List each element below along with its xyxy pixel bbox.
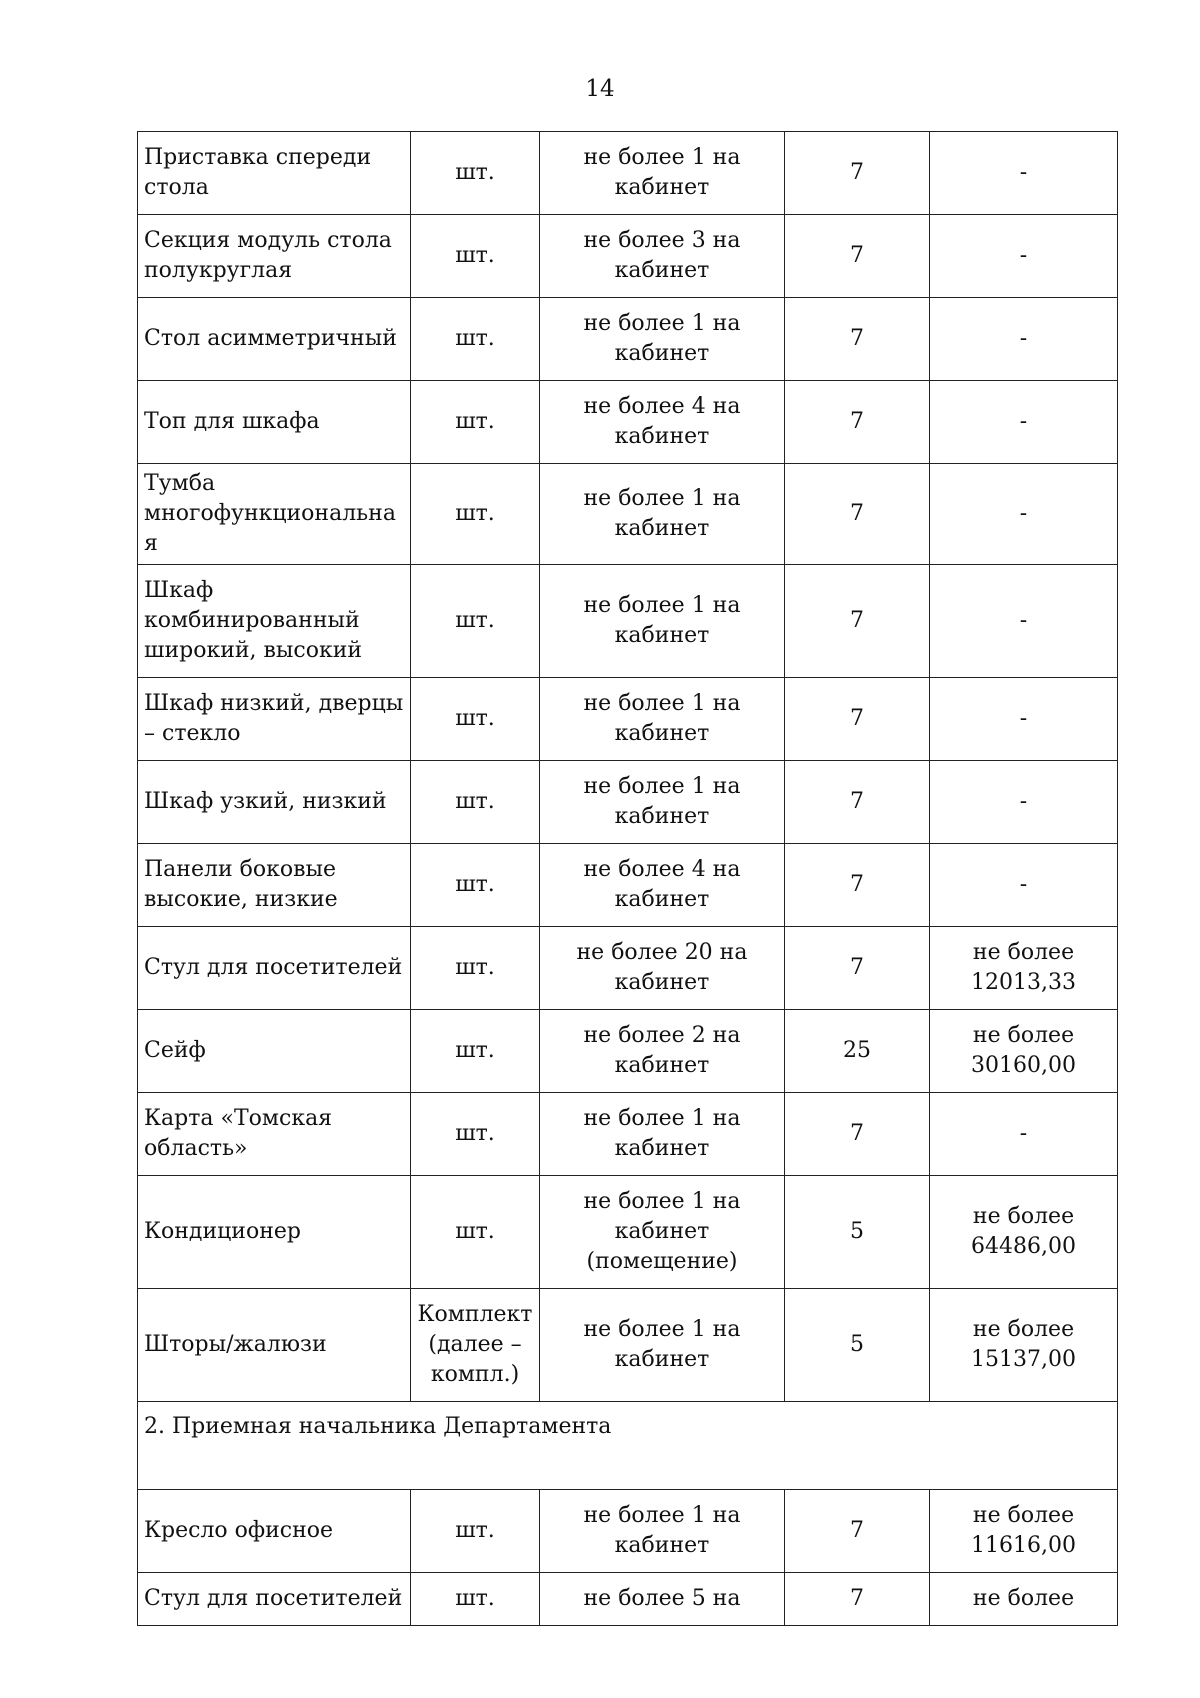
item-norm: не более 1 на кабинет <box>540 678 785 761</box>
item-unit: Комплект (далее – компл.) <box>411 1289 540 1402</box>
item-name: Топ для шкафа <box>138 381 411 464</box>
item-term: 5 <box>785 1176 930 1289</box>
item-unit: шт. <box>411 464 540 565</box>
table-row <box>138 132 1118 215</box>
item-unit: шт. <box>411 132 540 215</box>
table-row <box>138 927 1118 1010</box>
item-norm: не более 4 на кабинет <box>540 844 785 927</box>
item-price: не более 15137,00 <box>930 1289 1118 1402</box>
section-row <box>138 1402 1118 1490</box>
item-unit: шт. <box>411 381 540 464</box>
item-norm: не более 1 на кабинет <box>540 132 785 215</box>
table-row <box>138 464 1118 565</box>
item-norm: не более 1 на кабинет <box>540 761 785 844</box>
item-norm: не более 1 на кабинет <box>540 1093 785 1176</box>
table-row <box>138 1573 1118 1626</box>
item-term: 7 <box>785 464 930 565</box>
item-name: Шкаф низкий, дверцы – стекло <box>138 678 411 761</box>
item-name: Сейф <box>138 1010 411 1093</box>
item-price: - <box>930 464 1118 565</box>
item-term: 7 <box>785 132 930 215</box>
item-norm: не более 1 на кабинет <box>540 1490 785 1573</box>
item-price: не более 64486,00 <box>930 1176 1118 1289</box>
item-name: Стул для посетителей <box>138 927 411 1010</box>
item-norm: не более 1 на кабинет (помещение) <box>540 1176 785 1289</box>
item-unit: шт. <box>411 927 540 1010</box>
item-norm: не более 5 на <box>540 1573 785 1626</box>
item-unit: шт. <box>411 215 540 298</box>
table-row <box>138 298 1118 381</box>
table-row <box>138 761 1118 844</box>
item-norm: не более 1 на кабинет <box>540 565 785 678</box>
item-unit: шт. <box>411 565 540 678</box>
item-term: 7 <box>785 1490 930 1573</box>
item-norm: не более 1 на кабинет <box>540 464 785 565</box>
table-row <box>138 1093 1118 1176</box>
item-term: 7 <box>785 927 930 1010</box>
item-name: Приставка спереди стола <box>138 132 411 215</box>
item-name: Стол асимметричный <box>138 298 411 381</box>
item-name: Стул для посетителей <box>138 1573 411 1626</box>
item-term: 7 <box>785 1573 930 1626</box>
item-unit: шт. <box>411 844 540 927</box>
table-row <box>138 1176 1118 1289</box>
item-term: 7 <box>785 844 930 927</box>
item-name: Панели боковые высокие, низкие <box>138 844 411 927</box>
item-term: 7 <box>785 215 930 298</box>
item-unit: шт. <box>411 298 540 381</box>
item-unit: шт. <box>411 1490 540 1573</box>
item-price: - <box>930 1093 1118 1176</box>
item-term: 7 <box>785 381 930 464</box>
item-unit: шт. <box>411 1010 540 1093</box>
item-term: 7 <box>785 1093 930 1176</box>
item-price: - <box>930 298 1118 381</box>
page-number: 14 <box>585 76 615 102</box>
section-title: 2. Приемная начальника Департамента <box>138 1402 1118 1490</box>
item-price: не более <box>930 1573 1118 1626</box>
table-row <box>138 1289 1118 1402</box>
item-price: - <box>930 381 1118 464</box>
item-norm: не более 3 на кабинет <box>540 215 785 298</box>
item-term: 5 <box>785 1289 930 1402</box>
table-row <box>138 1010 1118 1093</box>
item-unit: шт. <box>411 761 540 844</box>
table-row <box>138 844 1118 927</box>
item-term: 7 <box>785 298 930 381</box>
item-price: - <box>930 844 1118 927</box>
item-price: не более 11616,00 <box>930 1490 1118 1573</box>
table-row <box>138 215 1118 298</box>
item-price: не более 30160,00 <box>930 1010 1118 1093</box>
item-name: Секция модуль стола полукруглая <box>138 215 411 298</box>
table-row <box>138 381 1118 464</box>
item-term: 7 <box>785 761 930 844</box>
item-norm: не более 20 на кабинет <box>540 927 785 1010</box>
item-price: - <box>930 215 1118 298</box>
item-norm: не более 1 на кабинет <box>540 1289 785 1402</box>
item-term: 7 <box>785 565 930 678</box>
item-unit: шт. <box>411 1093 540 1176</box>
item-norm: не более 1 на кабинет <box>540 298 785 381</box>
item-norm: не более 4 на кабинет <box>540 381 785 464</box>
item-name: Кондиционер <box>138 1176 411 1289</box>
item-name: Шкаф комбинированный широкий, высокий <box>138 565 411 678</box>
item-price: - <box>930 132 1118 215</box>
table-row <box>138 678 1118 761</box>
item-name: Кресло офисное <box>138 1490 411 1573</box>
item-unit: шт. <box>411 1573 540 1626</box>
item-name: Шторы/жалюзи <box>138 1289 411 1402</box>
item-unit: шт. <box>411 678 540 761</box>
table-row <box>138 565 1118 678</box>
item-name: Тумба многофункциональная <box>138 464 411 565</box>
item-name: Шкаф узкий, низкий <box>138 761 411 844</box>
item-term: 25 <box>785 1010 930 1093</box>
item-norm: не более 2 на кабинет <box>540 1010 785 1093</box>
item-price: - <box>930 565 1118 678</box>
item-price: - <box>930 761 1118 844</box>
item-price: - <box>930 678 1118 761</box>
item-name: Карта «Томская область» <box>138 1093 411 1176</box>
table-row <box>138 1490 1118 1573</box>
item-term: 7 <box>785 678 930 761</box>
item-unit: шт. <box>411 1176 540 1289</box>
norms-table <box>137 131 1118 1626</box>
item-price: не более 12013,33 <box>930 927 1118 1010</box>
